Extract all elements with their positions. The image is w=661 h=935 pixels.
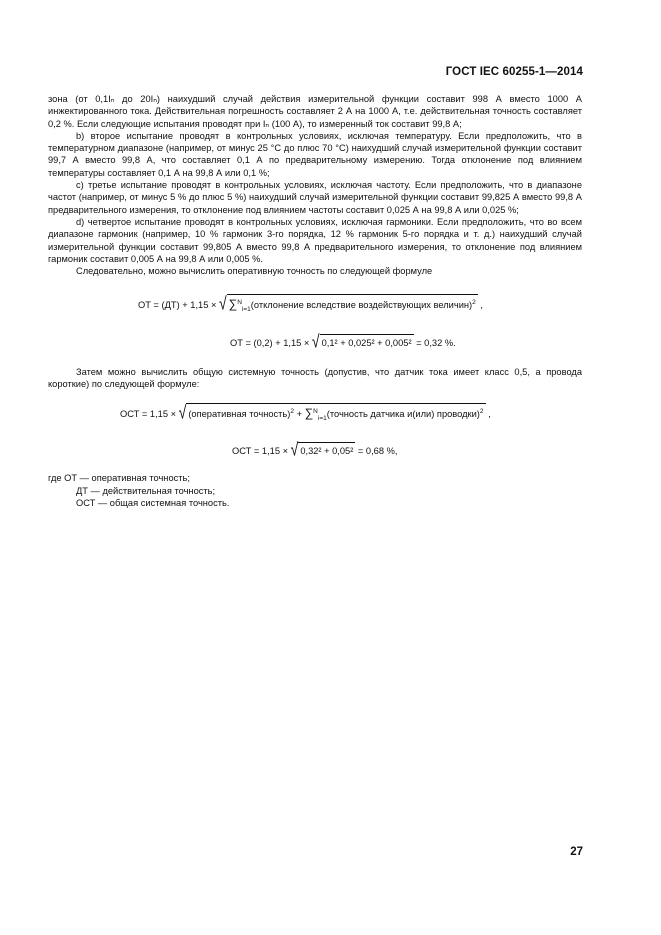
body-text: [48, 93, 582, 277]
formula-term: (отклонение вследствие воздействующих величин): [250, 300, 473, 311]
sqrt-icon: √: [178, 401, 187, 423]
legend: [48, 472, 582, 510]
formula-result: = 0,68 %,: [357, 446, 398, 456]
radicand: 0,32² + 0,05²: [298, 442, 355, 459]
sum-icon: ∑: [228, 297, 238, 312]
exponent-1: 2: [290, 408, 294, 415]
paragraph-b: b) второе испытание проводят в контрольных условиях, исключая температуру. Если предположить, что в температурном диапазоне (например, от минус 25 °C до плюс 70 °C) наихудший случай измерительной функции составит 99,7 А вместо 99,8 А, что составляет 0,1 А по предварительному измерению. Тогда отклонение под влиянием температуры составляет 0,1 А на 99,8 А или 0,1 %;: [48, 130, 582, 178]
formula-term-2: (точность датчика и(или) проводки): [326, 409, 480, 420]
sqrt-icon: √: [290, 438, 299, 460]
formula-tail: ,: [480, 300, 483, 311]
legend-ot: где ОТ — оперативная точность;: [48, 473, 190, 483]
formula-lhs: ОСТ = 1,15 ×: [120, 409, 177, 420]
formula-operational-accuracy: [138, 294, 483, 318]
sum-upper: N: [313, 408, 318, 415]
radicand: [186, 403, 485, 427]
legend-dt: ДТ — действительная точность;: [76, 485, 216, 496]
legend-ost: ОСТ — общая системная точность.: [76, 498, 230, 508]
sum-icon: ∑: [304, 406, 314, 421]
sqrt-icon: √: [218, 292, 227, 314]
exponent-2: 2: [479, 408, 484, 415]
formula-lhs: ОТ = (ДТ) + 1,15 ×: [138, 300, 217, 311]
page-number: 27: [570, 846, 583, 858]
paragraph-a-continuation: зона (от 0,1Iₙ до 20Iₙ) наихудший случай действия измерительной функции составит 998 А вместо 1000 А инжектированного тока. Действительная погрешность составляет 2 А на 1000 А, т.е. действительная точность составляет 0,2 %. Если следующие испытания проводят при Iₙ (100 А), то измеренный ток составит 99,8 А;: [48, 94, 582, 129]
sqrt-icon: √: [311, 330, 320, 352]
formula-lhs: ОСТ = 1,15 ×: [232, 446, 289, 456]
formula-term-1: (оперативная точность): [188, 409, 291, 420]
radicand: [227, 294, 478, 318]
formula-tail: ,: [488, 409, 491, 420]
formula-system-accuracy: [120, 403, 491, 427]
formula-result: = 0,32 %.: [416, 338, 456, 348]
sum-upper: N: [237, 299, 242, 306]
formula-system-accuracy-calc: [232, 438, 398, 460]
paragraph-c: c) третье испытание проводят в контрольных условиях, исключая частоту. Если предположить, что в диапазоне частот (например, от минус 5 % до плюс 5 %) наихудший случай измерительной функции составит 99,825 А вместо 99,8 А предварительного измерения, то отклонение под влиянием частоты составит 0,025 А на 99,8 А или 0,025 %;: [48, 180, 582, 215]
plus-sign: +: [296, 409, 303, 420]
document-header: ГОСТ IEC 60255-1—2014: [445, 66, 583, 78]
formula-lhs: ОТ = (0,2) + 1,15 ×: [230, 338, 310, 348]
sum-lower: i=1: [241, 305, 251, 313]
body-text-2: [48, 366, 582, 391]
exponent: 2: [472, 299, 476, 306]
formula-intro: Следовательно, можно вычислить оперативную точность по следующей формуле: [76, 266, 433, 277]
paragraph-d: d) четвертое испытание проводят в контрольных условиях, исключая гармоники. Если предположить, что во всем диапазоне гармоник (например, 10 % гармоник 3-го порядка, 12 % гармоник 5-го порядка и т. д.) наихудший случай измерительной функции составит 99,805 А вместо 99,8 А предварительного измерения, то отклонение под влиянием гармоник составит 0,005 А на 99,8 А или 0,005 %.: [48, 216, 582, 264]
formula-operational-accuracy-calc: [230, 330, 456, 352]
system-accuracy-intro: Затем можно вычислить общую системную точность (допустив, что датчик тока имеет класс 0,5, а провода короткие) по следующей формуле:: [48, 367, 582, 390]
radicand: 0,1² + 0,025² + 0,005²: [320, 334, 414, 351]
sum-lower: i=1: [317, 414, 327, 422]
